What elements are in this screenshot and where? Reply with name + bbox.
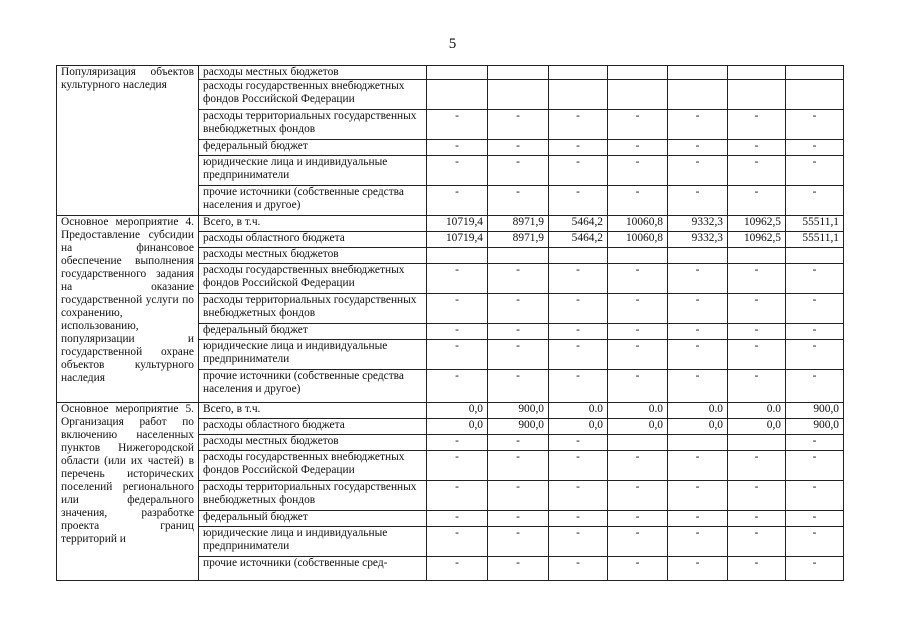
value-cell: - [488, 527, 549, 557]
value-cell [427, 80, 488, 110]
value-cell [427, 248, 488, 264]
value-cell: 5464,2 [549, 232, 608, 248]
value-cell [427, 66, 488, 80]
value-cell: - [728, 481, 786, 511]
value-cell: - [608, 511, 668, 527]
value-cell [608, 435, 668, 451]
value-cell: - [608, 110, 668, 140]
value-cell: 8971,9 [488, 216, 549, 232]
value-cell: - [549, 435, 608, 451]
value-cell: - [668, 481, 728, 511]
value-cell: - [549, 324, 608, 340]
value-cell: - [549, 511, 608, 527]
value-cell: - [668, 156, 728, 186]
value-cell: - [786, 294, 844, 324]
value-cell: 0.0 [608, 403, 668, 419]
value-cell: - [668, 110, 728, 140]
value-cell [549, 66, 608, 80]
value-cell: 0,0 [427, 403, 488, 419]
value-cell: - [608, 451, 668, 481]
value-cell: 10962,5 [728, 232, 786, 248]
page-number: 5 [448, 36, 457, 52]
value-cell: 55511,1 [786, 216, 844, 232]
funding-source-cell: расходы государственных внебюджетных фондов Российской Федерации [199, 451, 427, 481]
value-cell: - [668, 451, 728, 481]
value-cell: - [488, 511, 549, 527]
funding-source-cell: расходы территориальных государственных внебюджетных фондов [199, 481, 427, 511]
value-cell [488, 80, 549, 110]
value-cell: - [668, 140, 728, 156]
value-cell [549, 248, 608, 264]
value-cell: - [786, 557, 844, 581]
value-cell: - [549, 451, 608, 481]
value-cell [786, 66, 844, 80]
value-cell: - [728, 110, 786, 140]
value-cell: 10719,4 [427, 216, 488, 232]
value-cell: - [608, 294, 668, 324]
value-cell: - [608, 527, 668, 557]
funding-source-cell: расходы местных бюджетов [199, 248, 427, 264]
value-cell: - [488, 294, 549, 324]
value-cell: - [608, 557, 668, 581]
value-cell: 0.0 [728, 403, 786, 419]
value-cell: - [427, 294, 488, 324]
value-cell: - [427, 527, 488, 557]
value-cell: 0,0 [427, 419, 488, 435]
value-cell: - [488, 264, 549, 294]
value-cell: - [668, 186, 728, 216]
value-cell: - [427, 264, 488, 294]
activity-cell: Основное мероприятие 4. Предоставление субсидии на финансовое обеспечение выполнения государственного задания на оказание государственной услуги по сохранению, использованию, популяризации и государственной охране объектов культурного наследия [57, 216, 199, 403]
value-cell: - [668, 294, 728, 324]
funding-source-cell: прочие источники (собственные средства населения и другое) [199, 186, 427, 216]
value-cell [668, 66, 728, 80]
value-cell: - [488, 324, 549, 340]
value-cell: - [608, 140, 668, 156]
funding-source-cell: юридические лица и индивидуальные предприниматели [199, 340, 427, 370]
value-cell: - [786, 110, 844, 140]
value-cell: - [668, 264, 728, 294]
value-cell: - [668, 324, 728, 340]
value-cell: - [608, 186, 668, 216]
value-cell: - [427, 435, 488, 451]
value-cell: 0,0 [608, 419, 668, 435]
value-cell: 900,0 [488, 419, 549, 435]
value-cell: - [427, 156, 488, 186]
value-cell: - [549, 294, 608, 324]
value-cell: - [427, 340, 488, 370]
value-cell: - [786, 156, 844, 186]
value-cell: - [488, 435, 549, 451]
value-cell: - [427, 186, 488, 216]
value-cell: - [728, 370, 786, 403]
value-cell: 8971,9 [488, 232, 549, 248]
value-cell: - [786, 435, 844, 451]
value-cell: 9332,3 [668, 232, 728, 248]
value-cell: - [427, 110, 488, 140]
value-cell: - [786, 140, 844, 156]
value-cell: - [668, 340, 728, 370]
value-cell: 10060,8 [608, 216, 668, 232]
value-cell: - [608, 264, 668, 294]
value-cell: - [728, 264, 786, 294]
value-cell: 0.0 [668, 403, 728, 419]
value-cell: - [728, 527, 786, 557]
value-cell [728, 66, 786, 80]
funding-source-cell: расходы областного бюджета [199, 232, 427, 248]
value-cell [488, 248, 549, 264]
value-cell: - [549, 527, 608, 557]
funding-source-cell: расходы территориальных государственных внебюджетных фондов [199, 294, 427, 324]
value-cell [786, 248, 844, 264]
value-cell: - [786, 340, 844, 370]
value-cell: - [608, 324, 668, 340]
activity-cell: Основное мероприятие 5. Организация работ по включению населенных пунктов Нижегородской области (или их частей) в перечень исторических поселений регионального или федерального значения, разработке проекта границ территорий и [57, 403, 199, 581]
value-cell: 10060,8 [608, 232, 668, 248]
value-cell: - [728, 511, 786, 527]
value-cell: - [549, 186, 608, 216]
value-cell: - [488, 110, 549, 140]
value-cell: 5464,2 [549, 216, 608, 232]
value-cell: - [786, 370, 844, 403]
value-cell [668, 80, 728, 110]
value-cell: - [668, 370, 728, 403]
funding-source-cell: расходы государственных внебюджетных фондов Российской Федерации [199, 80, 427, 110]
value-cell: - [786, 511, 844, 527]
value-cell: - [549, 264, 608, 294]
value-cell: - [427, 557, 488, 581]
value-cell: - [549, 140, 608, 156]
value-cell: - [427, 511, 488, 527]
value-cell: - [786, 186, 844, 216]
funding-source-cell: федеральный бюджет [199, 511, 427, 527]
value-cell: 0.0 [549, 403, 608, 419]
value-cell: - [488, 557, 549, 581]
table-row [57, 403, 844, 419]
activity-cell: Популяризация объектов культурного наследия [57, 66, 199, 216]
value-cell: - [488, 481, 549, 511]
value-cell [668, 435, 728, 451]
value-cell [728, 435, 786, 451]
value-cell [728, 80, 786, 110]
funding-source-cell: расходы государственных внебюджетных фондов Российской Федерации [199, 264, 427, 294]
value-cell: - [786, 324, 844, 340]
value-cell: - [786, 481, 844, 511]
funding-source-cell: расходы территориальных государственных внебюджетных фондов [199, 110, 427, 140]
funding-source-cell: юридические лица и индивидуальные предприниматели [199, 156, 427, 186]
funding-source-cell: прочие источники (собственные средства населения и другое) [199, 370, 427, 403]
budget-table [56, 65, 844, 581]
value-cell: - [608, 370, 668, 403]
value-cell [728, 248, 786, 264]
funding-source-cell: Всего, в т.ч. [199, 216, 427, 232]
value-cell: - [549, 156, 608, 186]
funding-source-cell: расходы местных бюджетов [199, 435, 427, 451]
value-cell: - [728, 557, 786, 581]
value-cell: - [728, 140, 786, 156]
table-row [57, 216, 844, 232]
value-cell: 10962,5 [728, 216, 786, 232]
value-cell: - [488, 340, 549, 370]
table-row [57, 66, 844, 80]
funding-source-cell: федеральный бюджет [199, 324, 427, 340]
funding-source-cell: расходы местных бюджетов [199, 66, 427, 80]
value-cell: 900,0 [786, 419, 844, 435]
value-cell: 0,0 [549, 419, 608, 435]
value-cell: - [728, 340, 786, 370]
value-cell: 0,0 [668, 419, 728, 435]
value-cell: - [668, 557, 728, 581]
funding-source-cell: прочие источники (собственные сред- [199, 557, 427, 581]
value-cell [608, 80, 668, 110]
value-cell: - [668, 527, 728, 557]
value-cell [549, 80, 608, 110]
value-cell: - [608, 156, 668, 186]
value-cell: 9332,3 [668, 216, 728, 232]
value-cell: - [427, 451, 488, 481]
value-cell: - [488, 140, 549, 156]
value-cell: - [549, 340, 608, 370]
value-cell: - [728, 294, 786, 324]
value-cell: - [549, 370, 608, 403]
value-cell: - [427, 481, 488, 511]
value-cell: - [728, 324, 786, 340]
value-cell: - [786, 264, 844, 294]
value-cell: 0,0 [728, 419, 786, 435]
value-cell: - [608, 340, 668, 370]
value-cell: - [608, 481, 668, 511]
value-cell: - [786, 451, 844, 481]
value-cell: - [549, 481, 608, 511]
value-cell [668, 248, 728, 264]
value-cell: 55511,1 [786, 232, 844, 248]
value-cell: - [728, 186, 786, 216]
funding-source-cell: расходы областного бюджета [199, 419, 427, 435]
value-cell: 900,0 [786, 403, 844, 419]
value-cell: 10719,4 [427, 232, 488, 248]
value-cell: - [488, 451, 549, 481]
funding-source-cell: юридические лица и индивидуальные предприниматели [199, 527, 427, 557]
value-cell [608, 248, 668, 264]
value-cell: - [488, 186, 549, 216]
value-cell: - [728, 156, 786, 186]
value-cell [786, 80, 844, 110]
value-cell [608, 66, 668, 80]
value-cell: - [488, 156, 549, 186]
value-cell: - [728, 451, 786, 481]
funding-source-cell: Всего, в т.ч. [199, 403, 427, 419]
value-cell: 900,0 [488, 403, 549, 419]
value-cell: - [786, 527, 844, 557]
value-cell: - [488, 370, 549, 403]
value-cell: - [549, 110, 608, 140]
value-cell: - [668, 511, 728, 527]
value-cell: - [427, 324, 488, 340]
value-cell: - [427, 140, 488, 156]
funding-source-cell: федеральный бюджет [199, 140, 427, 156]
value-cell [488, 66, 549, 80]
value-cell: - [549, 557, 608, 581]
value-cell: - [427, 370, 488, 403]
